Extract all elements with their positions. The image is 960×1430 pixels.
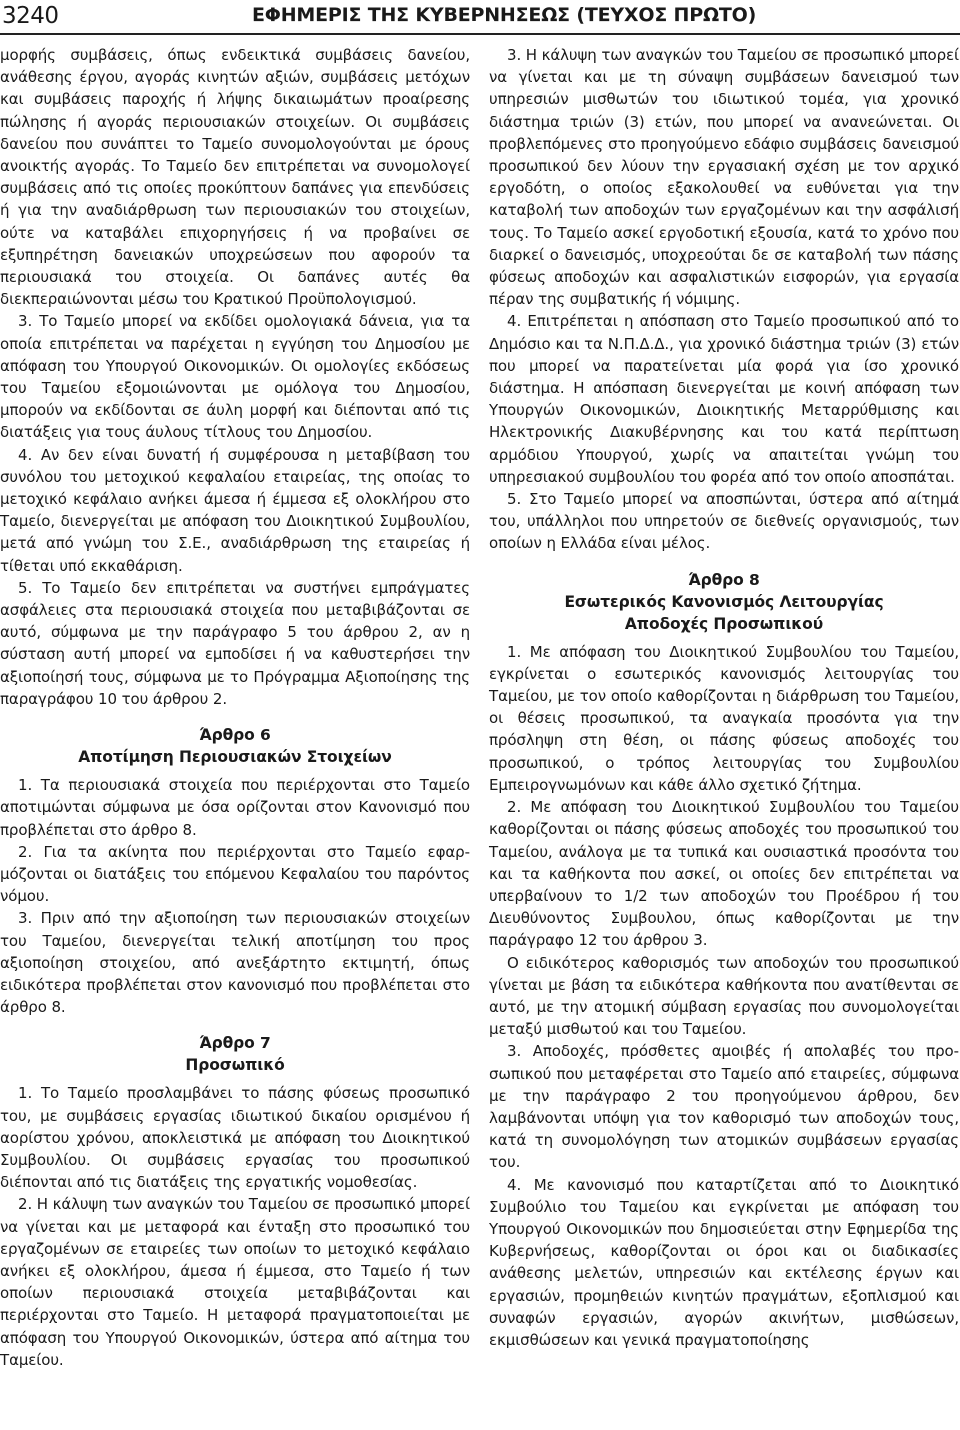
header-rule bbox=[0, 33, 960, 35]
paragraph: 3. Η κάλυψη των αναγκών του Ταμείου σε προσωπικό μπορεί να γίνεται και με τη σύναψη συμβάσεων δανεισμού των υπηρεσιών μισθωτών του ιδιωτικού τομέα, για χρονικό διάστημα τριών (3) ετών, που μπορεί να ανανεώνεται. Οι προβλεπόμενες στο προηγούμενο εδάφιο συμβάσεις δανεισμού προσωπικού δεν λύουν την εργασιακή σχέση με τον αρχικό εργοδότη, ο οποίος εξακολουθεί να ευθύνεται για την καταβολή των αποδοχών των εργαζομένων και την ασφάλισή τους. Το Ταμείο ασκεί εργοδοτική εξουσία, κατά το χρόνο που διαρκεί ο δανεισμός, υποχρεούται δε σε καταβολή των πάσης φύσεως αποδοχών και ασφαλιστικών εισφορών, για εργασία πέραν της συμβατικής ή νόμιμης. bbox=[489, 46, 959, 309]
article-number: Άρθρο 8 bbox=[688, 570, 760, 589]
paragraph: μορφής συμβάσεις, όπως ενδεικτικά συμβάσεις δανείου, ανάθεσης έργου, αγοράς κινητών αξιών, συμβάσεις μετόχων και συμβάσεις παροχής ή λήψης δικαιωμάτων προαίρεσης πώλησης ή αγοράς περιουσιακών στοιχείων. Οι συμβάσεις δανείου που συνάπτει το Ταμείο συνομολογούνται με όρους ανοικτής αγοράς. Το Ταμείο δεν επιτρέπεται να συνομολογεί συμβάσεις από τις οποίες προκύπτουν δαπάνες για επενδύσεις ή για την αναδιάρθρωση των περιουσιακών του στοιχείων, ούτε να καταβάλει επιχορηγήσεις ή να προβαίνει σε εξυπηρέτηση δανειακών υποχρεώσεων που αφορούν τα περιουσιακά του στοιχεία. Οι δαπάνες αυτές θα διεκπεραιώνονται μέσω του Κρατικού Προϋπολογισμού. bbox=[0, 46, 470, 309]
paragraph: 3. Πριν από την αξιοποίηση των περιουσιακών στοιχείων του Ταμείου, διενεργείται τελική αποτίμηση του προς αξιοποίηση στοιχείου, από ανεξάρτητο εκτιμητή, όπως ειδικότερα προβλέπεται στον κανονισμό που προβλέπεται στο άρθρο 8. bbox=[0, 909, 470, 1017]
article-title: Προσωπικό bbox=[185, 1056, 285, 1075]
article-number: Άρθρο 7 bbox=[199, 1034, 271, 1053]
left-column bbox=[0, 44, 470, 1371]
paragraph: 1. Με απόφαση του Διοικητικού Συμβουλίου του Ταμείου, εγκρίνεται ο εσωτερικός κανονισμός λειτουργίας του Ταμείου, με τον οποίο καθορίζονται η διάρθρωση του Ταμείου, οι θέσεις προσωπικού, τα αναγκαία προσόντα για την πρόσληψη στη θέση, οι πάσης φύσεως αποδοχές του προσωπικού, ο τρόπος λειτουργίας του Συμβουλίου Εμπειρογνωμόνων και κάθε άλλο σχετικό ζήτημα. bbox=[489, 642, 959, 794]
paragraph: 2. Με απόφαση του Διοικητικού Συμβουλίου του Ταμείου καθορίζονται οι πάσης φύσεως αποδοχές του προσωπικού του Ταμείου, ανάλογα με τα τυπικά και ουσιαστικά προσόντα του και τα καθήκοντα που ασκεί, οι οποίες δεν επιτρέπεται να υπερβαίνουν το 1/2 των αποδοχών του Προέδρου ή του Διευθύνοντος Συμβουλου, όπως καθορίζονται με την παράγραφο 12 του άρθρου 3. bbox=[489, 798, 959, 950]
paragraph: 1. Το Ταμείο προσλαμβάνει το πάσης φύσεως προσωπικό του, με συμβάσεις εργασίας ιδιωτικού δικαίου ορισμένου ή αορίστου χρόνου, αποκλειστικά με απόφαση του Διοικητικού Συμβουλίου. Οι συμβάσεις εργασίας του προσωπικού διέπονται από τις διατάξεις της εργατικής νομοθεσίας. bbox=[0, 1084, 470, 1192]
page-number: 3240 bbox=[2, 3, 59, 29]
page-header bbox=[0, 0, 960, 34]
paragraph: Ο ειδικότερος καθορισμός των αποδοχών του προσωπικού γίνεται με βάση τα ειδικότερα καθήκοντα που ανατίθενται σε αυτό, με την ατομική σύμβαση εργασίας που συνομολογείται μεταξύ μισθωτού και του Ταμείου. bbox=[489, 953, 959, 1039]
gazette-title: ΕΦΗΜΕΡΙΣ ΤΗΣ ΚΥΒΕΡΝΗΣΕΩΣ (ΤΕΥΧΟΣ ΠΡΩΤΟ) bbox=[252, 4, 757, 26]
article-subtitle: Αποδοχές Προσωπικού bbox=[624, 614, 824, 633]
paragraph: 4. Αν δεν είναι δυνατή ή συμφέρουσα η μεταβίβαση του συνόλου του μετοχικού κεφαλαίου εταιρείας, της οποίας το μετοχικό κεφάλαιο ανήκει άμεσα ή έμμεσα εξ ολοκλήρου στο Ταμείο, διενεργείται με απόφαση του Διοικητικού Συμβουλίου, μετά από γνώμη του Σ.Ε., αναδιάρθρωση της εταιρείας ή τίθεται υπό εκκαθάριση. bbox=[0, 445, 470, 575]
paragraph: 4. Με κανονισμό που καταρτίζεται από το Διοικητικό Συμβούλιο του Ταμείου και εγκρίνεται με απόφαση του Υπουργού Οικονομικών που δημοσιεύεται στην Εφημερίδα της Κυβερνήσεως, καθορίζονται οι όροι και οι διαδικασίες ανάθεσης μελετών, υπηρεσιών και εκτέλεσης έργων και εργασιών, προμηθειών κινητών πραγμάτων, εξοπλισμού και συναφών εργασιών, αγορών ακινήτων, μισθώσεων, εκμισθώσεων και γενικά πραγματοποίησης bbox=[489, 1175, 959, 1349]
paragraph: 5. Στο Ταμείο μπορεί να αποσπώνται, ύστερα από αίτημά του, υπάλληλοι που υπηρετούν σε διεθνείς οργανισμούς, των οποίων η Ελλάδα είναι μέλος. bbox=[489, 490, 959, 553]
right-column bbox=[489, 44, 959, 1351]
article-title: Αποτίμηση Περιουσιακών Στοιχείων bbox=[78, 748, 392, 767]
paragraph: 5. Το Ταμείο δεν επιτρέπεται να συστήνει εμπράγματες ασφάλειες στα περιουσιακά στοιχεία που μεταβιβάζονται σε αυτό, σύμφωνα με την παράγραφο 5 του άρθρου 2, αν η σύσταση αυτή μπορεί να εμποδίσει ή να καθυστερήσει την αξιοποίησή τους, σύμφωνα με το Πρόγραμμα Αξιοποίησης της παραγράφου 10 του άρθρου 2. bbox=[0, 578, 470, 708]
paragraph: 3. Αποδοχές, πρόσθετες αμοιβές ή απολαβές του προσωπικού που μεταφέρεται στο Ταμείο από εταιρείες, σύμφωνα με την παράγραφο 2 του προηγούμενου άρθρου, δεν λαμβάνονται υπόψη για τον καθορισμό των αποδοχών τους, κατά τη συνομολόγηση των ατομικών συμβάσεων εργασίας του. bbox=[489, 1042, 959, 1172]
paragraph: 1. Τα περιουσιακά στοιχεία που περιέρχονται στο Ταμείο αποτιμώνται σύμφωνα με όσα ορίζονται στον Κανονισμό που προβλέπεται στο άρθρο 8. bbox=[0, 776, 470, 839]
article-number: Άρθρο 6 bbox=[199, 726, 271, 745]
paragraph: 2. Για τα ακίνητα που περιέρχονται στο Ταμείο εφαρμόζονται οι διατάξεις του επόμενου Κεφαλαίου του παρόντος νόμου. bbox=[0, 842, 470, 906]
paragraph: 4. Επιτρέπεται η απόσπαση στο Ταμείο προσωπικού από το Δημόσιο και τα Ν.Π.Δ.Δ., για χρονικό διάστημα τριών (3) ετών που μπορεί να παρατείνεται μία φορά για ίσο χρονικό διάστημα. Η απόσπαση διενεργείται με κοινή απόφαση των Υπουργών Οικονομικών, Διοικητικής Μεταρρύθμισης και Ηλεκτρονικής Διακυβέρνησης και του κατά περίπτωση αρμόδιου Υπουργού, χωρίς να απαιτείται γνώμη του υπηρεσιακού συμβουλίου του φορέα από τον οποίο αποσπάται. bbox=[489, 312, 959, 486]
paragraph: 3. Το Ταμείο μπορεί να εκδίδει ομολογιακά δάνεια, για τα οποία επιτρέπεται να παρέχεται η εγγύηση του Δημοσίου με απόφαση του Υπουργού Οικονομικών. Οι ομολογίες εκδόσεως του Ταμείου εξομοιώνονται με ομόλογα του Δημοσίου, μπορούν να εκδίδονται σε άυλη μορφή και διέπονται από τις διατάξεις για τους άυλους τίτλους του Δημοσίου. bbox=[0, 312, 470, 442]
paragraph: 2. Η κάλυψη των αναγκών του Ταμείου σε προσωπικό μπορεί να γίνεται και με μεταφορά και ένταξη στο προσωπικό του εργαζομένων σε εταιρείες των οποίων το μετοχικό κεφάλαιο ανήκει εξ ολοκλήρου, άμεσα ή έμμεσα, στο Ταμείο ή των οποίων περιουσιακά στοιχεία μεταβιβάζονται και περιέρχονται στο Ταμείο. Η μεταφορά πραγματοποιείται με απόφαση του Υπουργού Οικονομικών, ύστερα από αίτημα του Ταμείου. bbox=[0, 1195, 470, 1369]
article-title: Εσωτερικός Κανονισμός Λειτουργίας bbox=[564, 592, 884, 611]
